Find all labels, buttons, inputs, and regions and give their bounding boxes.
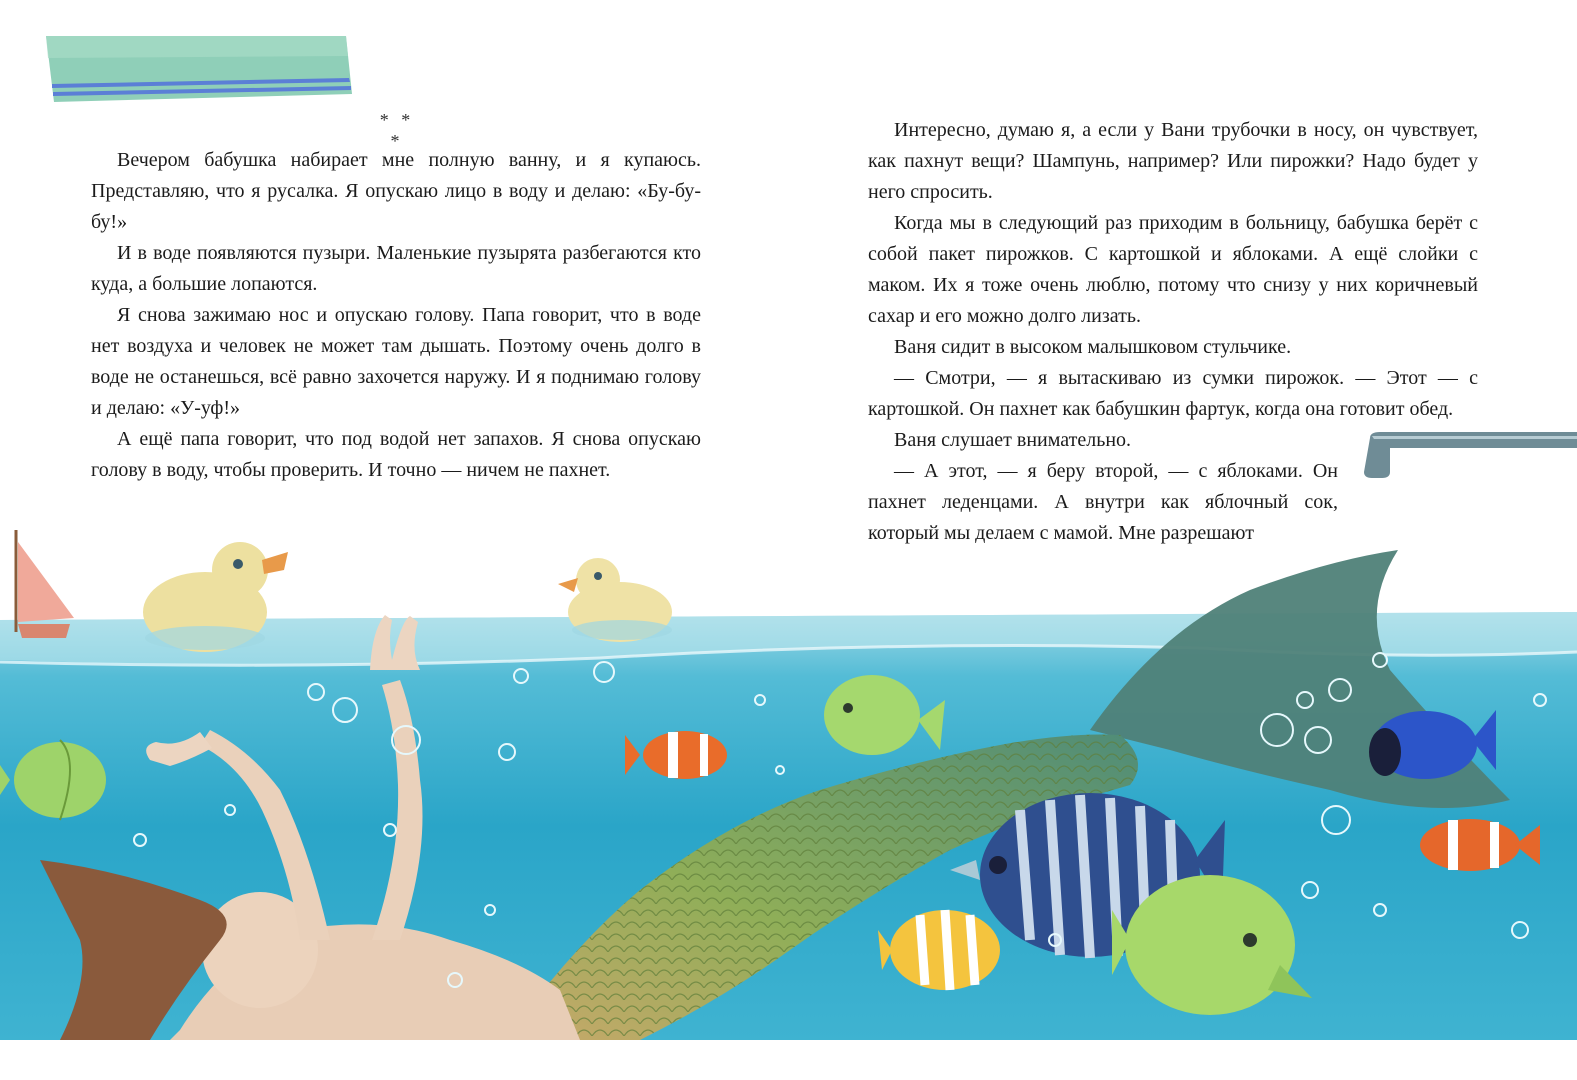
paragraph: Я снова зажимаю нос и опускаю голову. Папа говорит, что в воде нет воздуха и человек не может там дышать. Поэтому очень долго в воде не останешься, всё равно захочется наружу. И я поднимаю голову и делаю: «У-уф!»: [91, 304, 701, 419]
towel-icon: [46, 36, 356, 106]
paragraph: Ваня сидит в высоком малышковом стульчике.: [894, 336, 1292, 358]
faucet-icon: [1360, 432, 1577, 482]
paragraph: Ваня слушает внимательно.: [894, 429, 1132, 451]
rubber-duck-icon: [558, 558, 672, 642]
left-page-text: [91, 145, 701, 486]
section-separator: * * *: [379, 110, 415, 151]
paragraph: А ещё папа говорит, что под водой нет запахов. Я снова опускаю голову в воду, чтобы проверить. И точно — ничем не пахнет.: [91, 428, 701, 481]
paragraph: — Смотри, — я вытаскиваю из сумки пирожок. — Этот — с картошкой. Он пахнет как бабушкин фартук, когда она готовит обед.: [868, 367, 1478, 420]
paragraph: — А этот, — я беру второй, — с яблоками. Он пахнет леденцами. А внутри как яблочный сок, который мы делаем с мамой. Мне разрешают: [868, 460, 1338, 544]
paragraph: Вечером бабушка набирает мне полную ванну, и я купаюсь. Представляю, что я русалка. Я опускаю лицо в воду и делаю: «Бу-бу-бу!»: [91, 149, 701, 233]
bath-mermaid-illustration: [0, 520, 1577, 1040]
paragraph: Интересно, думаю я, а если у Вани трубочки в носу, он чувствует, как пахнут вещи? Шампунь, например? Или пирожки? Надо будет у него спросить.: [868, 119, 1478, 203]
right-page-text: [868, 115, 1478, 549]
paragraph: И в воде появляются пузыри. Маленькие пузырята разбегаются кто куда, а большие лопаются.: [91, 242, 701, 295]
paragraph: Когда мы в следующий раз приходим в больницу, бабушка берёт с собой пакет пирожков. С картошкой и яблоками. А ещё слойки с маком. Их я тоже очень люблю, потому что снизу у них коричневый сахар и его можно долго лизать.: [868, 212, 1478, 327]
